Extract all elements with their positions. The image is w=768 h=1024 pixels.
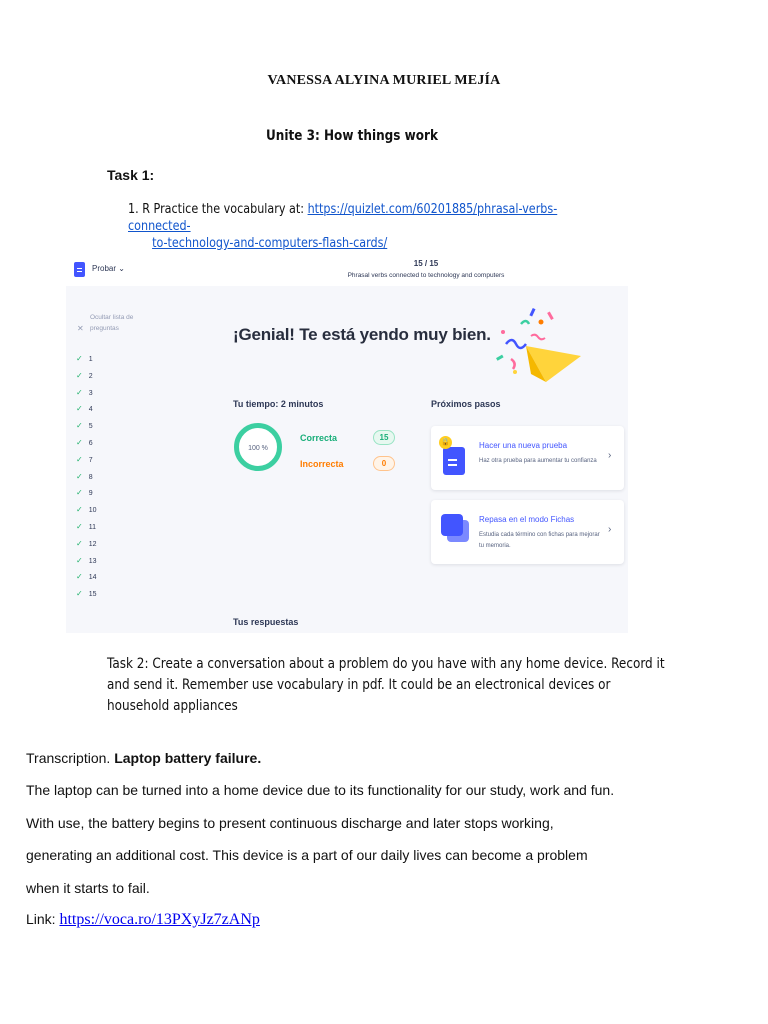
check-icon: ✓	[76, 387, 83, 397]
question-number: 2	[88, 372, 93, 380]
question-list-item[interactable]	[76, 438, 116, 452]
check-icon: ✓	[76, 572, 83, 582]
question-list-item[interactable]	[76, 421, 116, 435]
chevron-right-icon: ›	[608, 450, 612, 461]
check-icon: ✓	[76, 370, 83, 380]
question-number: 15	[88, 591, 97, 599]
score-percent: 100 %	[248, 445, 268, 452]
close-icon[interactable]: ✕	[77, 324, 84, 333]
lock-icon: 🔒	[439, 436, 452, 449]
check-icon: ✓	[76, 538, 83, 548]
check-icon: ✓	[76, 438, 83, 447]
chevron-right-icon: ›	[608, 524, 612, 535]
question-list-item[interactable]	[76, 404, 116, 418]
transcription-line: when it starts to fail.	[26, 880, 150, 896]
question-list-item[interactable]	[76, 505, 116, 519]
deck-title: Phrasal verbs connected to technology and computers	[347, 272, 505, 279]
question-number: 7	[88, 456, 93, 464]
transcription-label: Transcription.	[26, 750, 115, 766]
result-headline: ¡Genial! Te está yendo muy bien.	[233, 325, 491, 344]
question-list-item[interactable]	[76, 539, 116, 553]
unit-title: Unite 3: How things work	[266, 128, 438, 144]
task2-instructions	[107, 654, 665, 717]
question-number: 9	[88, 490, 93, 498]
question-number: 11	[88, 524, 96, 531]
check-icon: ✓	[76, 354, 83, 363]
next-step-flashcards[interactable]	[431, 500, 624, 564]
check-icon: ✓	[76, 421, 83, 431]
question-number: 5	[88, 423, 93, 431]
check-icon: ✓	[76, 522, 83, 531]
your-answers-label: Tus respuestas	[233, 617, 299, 627]
question-number: 14	[88, 574, 97, 582]
question-number: 4	[88, 406, 93, 414]
quizlet-link-continued[interactable]: to-technology-and-computers-flash-cards/	[152, 236, 388, 251]
transcription-line: The laptop can be turned into a home device due to its functionality for our study, work and fun.	[26, 782, 615, 798]
check-icon: ✓	[76, 404, 83, 414]
time-label: Tu tiempo: 2 minutos	[233, 399, 324, 409]
mode-dropdown[interactable]	[92, 264, 125, 273]
check-icon: ✓	[76, 471, 83, 481]
task2-text: Task 2: Create a conversation about a problem do you have with any home device. Record it and send it. Remember use vocabulary in pdf. It could be an electronical devices or household appliances	[107, 656, 665, 714]
document-icon	[443, 447, 465, 475]
question-list-item[interactable]	[76, 472, 116, 486]
question-number: 8	[88, 473, 93, 481]
party-popper-icon	[491, 304, 591, 384]
quizlet-link[interactable]: https://quizlet.com/60201885/phrasal-verbs-connected-	[128, 202, 558, 234]
recording-link[interactable]: https://voca.ro/13PXyJz7zANp	[59, 911, 260, 928]
incorrect-count-badge: 0	[373, 456, 395, 471]
quizlet-screenshot	[66, 254, 628, 633]
author-name: VANESSA ALYINA MURIEL MEJÍA	[267, 73, 501, 88]
task1-heading: Task 1:	[107, 167, 155, 183]
next-step-title: Hacer una nueva prueba	[479, 441, 568, 450]
hide-question-list[interactable]: Ocultar lista de preguntas	[90, 314, 134, 332]
flashcards-icon	[441, 514, 463, 536]
transcription-line: With use, the battery begins to present continuous discharge and later stops working,	[26, 815, 554, 831]
question-list-item[interactable]	[76, 371, 116, 385]
correct-count-badge: 15	[373, 430, 395, 445]
correct-label: Correcta	[300, 433, 338, 443]
next-step-new-test[interactable]	[431, 426, 624, 490]
check-icon: ✓	[76, 589, 83, 599]
question-list-item[interactable]	[76, 556, 116, 570]
question-list-item[interactable]	[76, 522, 116, 536]
next-step-description: Haz otra prueba para aumentar tu confianza	[479, 458, 597, 464]
question-list-item[interactable]	[76, 455, 116, 469]
next-step-description: Estudia cada término con fichas para mejorar tu memoria.	[479, 532, 600, 549]
transcription-heading	[26, 750, 261, 766]
next-step-title: Repasa en el modo Fichas	[479, 515, 575, 524]
question-list-item[interactable]	[76, 488, 116, 502]
question-list-item[interactable]	[76, 589, 116, 603]
transcription-line: generating an additional cost. This device is a part of our daily lives can become a problem	[26, 847, 588, 863]
task1-item-prefix: 1. R Practice the vocabulary at:	[128, 202, 308, 217]
chevron-down-icon: ⌄	[118, 264, 125, 273]
check-icon: ✓	[76, 488, 83, 498]
question-number: 1	[88, 356, 93, 363]
incorrect-label: Incorrecta	[300, 459, 344, 469]
check-icon: ✓	[76, 505, 83, 515]
check-icon: ✓	[76, 454, 83, 464]
question-list-item[interactable]	[76, 354, 116, 368]
mode-label: Probar	[92, 264, 117, 273]
next-steps-label: Próximos pasos	[431, 399, 501, 409]
question-list-item[interactable]	[76, 572, 116, 586]
question-number: 3	[88, 389, 93, 397]
question-number: 6	[88, 440, 93, 447]
check-icon: ✓	[76, 555, 83, 565]
question-list-item[interactable]	[76, 388, 116, 402]
link-label: Link:	[26, 911, 60, 927]
question-number: 13	[88, 557, 97, 565]
question-number: 10	[88, 507, 97, 515]
transcription-title: Laptop battery failure.	[114, 750, 262, 766]
test-mode-icon	[74, 262, 85, 277]
task1-item	[128, 201, 575, 252]
question-number: 12	[88, 540, 97, 548]
progress-counter: 15 / 15	[413, 259, 439, 268]
recording-link-line	[26, 911, 260, 929]
